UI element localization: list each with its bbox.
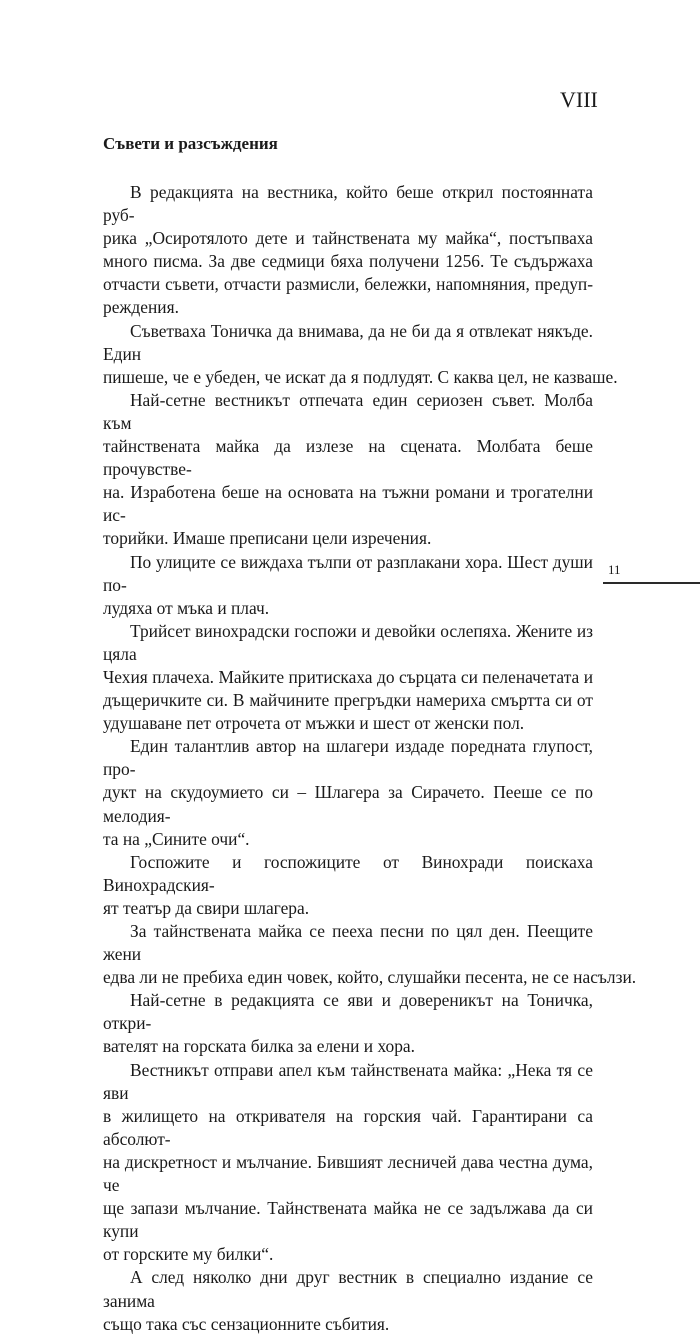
paragraph	[103, 620, 593, 735]
text-line: на. Изработена беше на основата на тъжни романи и трогателни ис-	[103, 482, 593, 526]
paragraph	[103, 389, 593, 551]
paragraph	[103, 1266, 593, 1335]
text-line: ще запази мълчание. Тайнствената майка не се задължава да си купи	[103, 1198, 593, 1242]
text-line: отчасти съвети, отчасти размисли, бележки, напомняния, предуп-	[103, 274, 593, 295]
text-line: Госпожите и госпожиците от Винохради поискаха Винохрадския-	[103, 851, 593, 895]
paragraph	[103, 320, 618, 389]
text-line: та на „Сините очи“.	[103, 828, 250, 849]
text-line: лудяха от мъка и плач.	[103, 597, 270, 618]
text-line: В редакцията на вестника, който беше открил постоянната руб-	[103, 182, 593, 226]
text-line: Съветваха Тоничка да внимава, да не би да я отвлекат някъде. Един	[103, 320, 593, 364]
paragraph	[103, 551, 593, 620]
text-line: също така със сензационните събития.	[103, 1313, 390, 1334]
text-line: Чехия плачеха. Майките притискаха до сърцата си пеленачетата и	[103, 666, 593, 687]
text-line: от горските му билки“.	[103, 1244, 274, 1265]
text-line: Най-сетне вестникът отпечата един сериозен съвет. Молба към	[103, 389, 593, 433]
text-line: рика „Осиротялото дете и тайнствената му майка“, постъпваха	[103, 228, 593, 249]
text-line: торийки. Имаше преписани цели изречения.	[103, 528, 432, 549]
paragraph	[103, 851, 593, 920]
text-line: По улиците се виждаха тълпи от разплакани хора. Шест души по-	[103, 551, 593, 595]
text-line: А след няколко дни друг вестник в специално издание се занима	[103, 1267, 593, 1311]
text-line: реждения.	[103, 297, 179, 318]
paragraph	[103, 735, 593, 850]
paragraph	[103, 1059, 593, 1267]
text-line: дукт на скудоумието си – Шлагера за Сирачето. Пееше се по мелодия-	[103, 782, 593, 826]
paragraph	[103, 920, 637, 989]
text-line: тайнствената майка да излезе на сцената. Молбата беше прочувстве-	[103, 436, 593, 480]
text-line: в жилището на откривателя на горския чай. Гарантирани са абсолют-	[103, 1105, 593, 1149]
text-line: дъщеричките си. В майчините прегръдки намериха смъртта си от	[103, 690, 593, 711]
text-line: удушаване пет отрочета от мъжки и шест от женски пол.	[103, 713, 525, 734]
text-line: Един талантлив автор на шлагери издаде поредната глупост, про-	[103, 736, 593, 780]
paragraph	[103, 989, 593, 1058]
section-title: Съвети и разсъждения	[103, 134, 278, 153]
text-line: ят театър да свири шлагера.	[103, 897, 310, 918]
text-line: Вестникът отправи апел към тайнствената майка: „Нека тя се яви	[103, 1059, 593, 1103]
text-line: едва ли не пребиха един човек, който, слушайки песента, не се насълзи.	[103, 967, 637, 988]
text-line: пишеше, че е убеден, че искат да я подлудят. С каква цел, не казваше.	[103, 366, 618, 387]
text-line: Най-сетне в редакцията се яви и довереникът на Тоничка, откри-	[103, 990, 593, 1034]
page-number-rule	[603, 582, 700, 584]
text-line: на дискретност и мълчание. Бившият лесничей дава честна дума, че	[103, 1151, 593, 1196]
paragraph	[103, 181, 593, 320]
text-line: Трийсет винохрадски госпожи и девойки ослепяха. Жените из цяла	[103, 620, 593, 664]
text-line: За тайнствената майка се пееха песни по цял ден. Пеещите жени	[103, 921, 593, 965]
chapter-number: VIII	[560, 87, 598, 112]
text-line: вателят на горската билка за елени и хора.	[103, 1036, 415, 1057]
text-line: много писма. За две седмици бяха получени 1256. Те съдържаха	[103, 251, 593, 272]
page-number: 11	[608, 562, 621, 577]
